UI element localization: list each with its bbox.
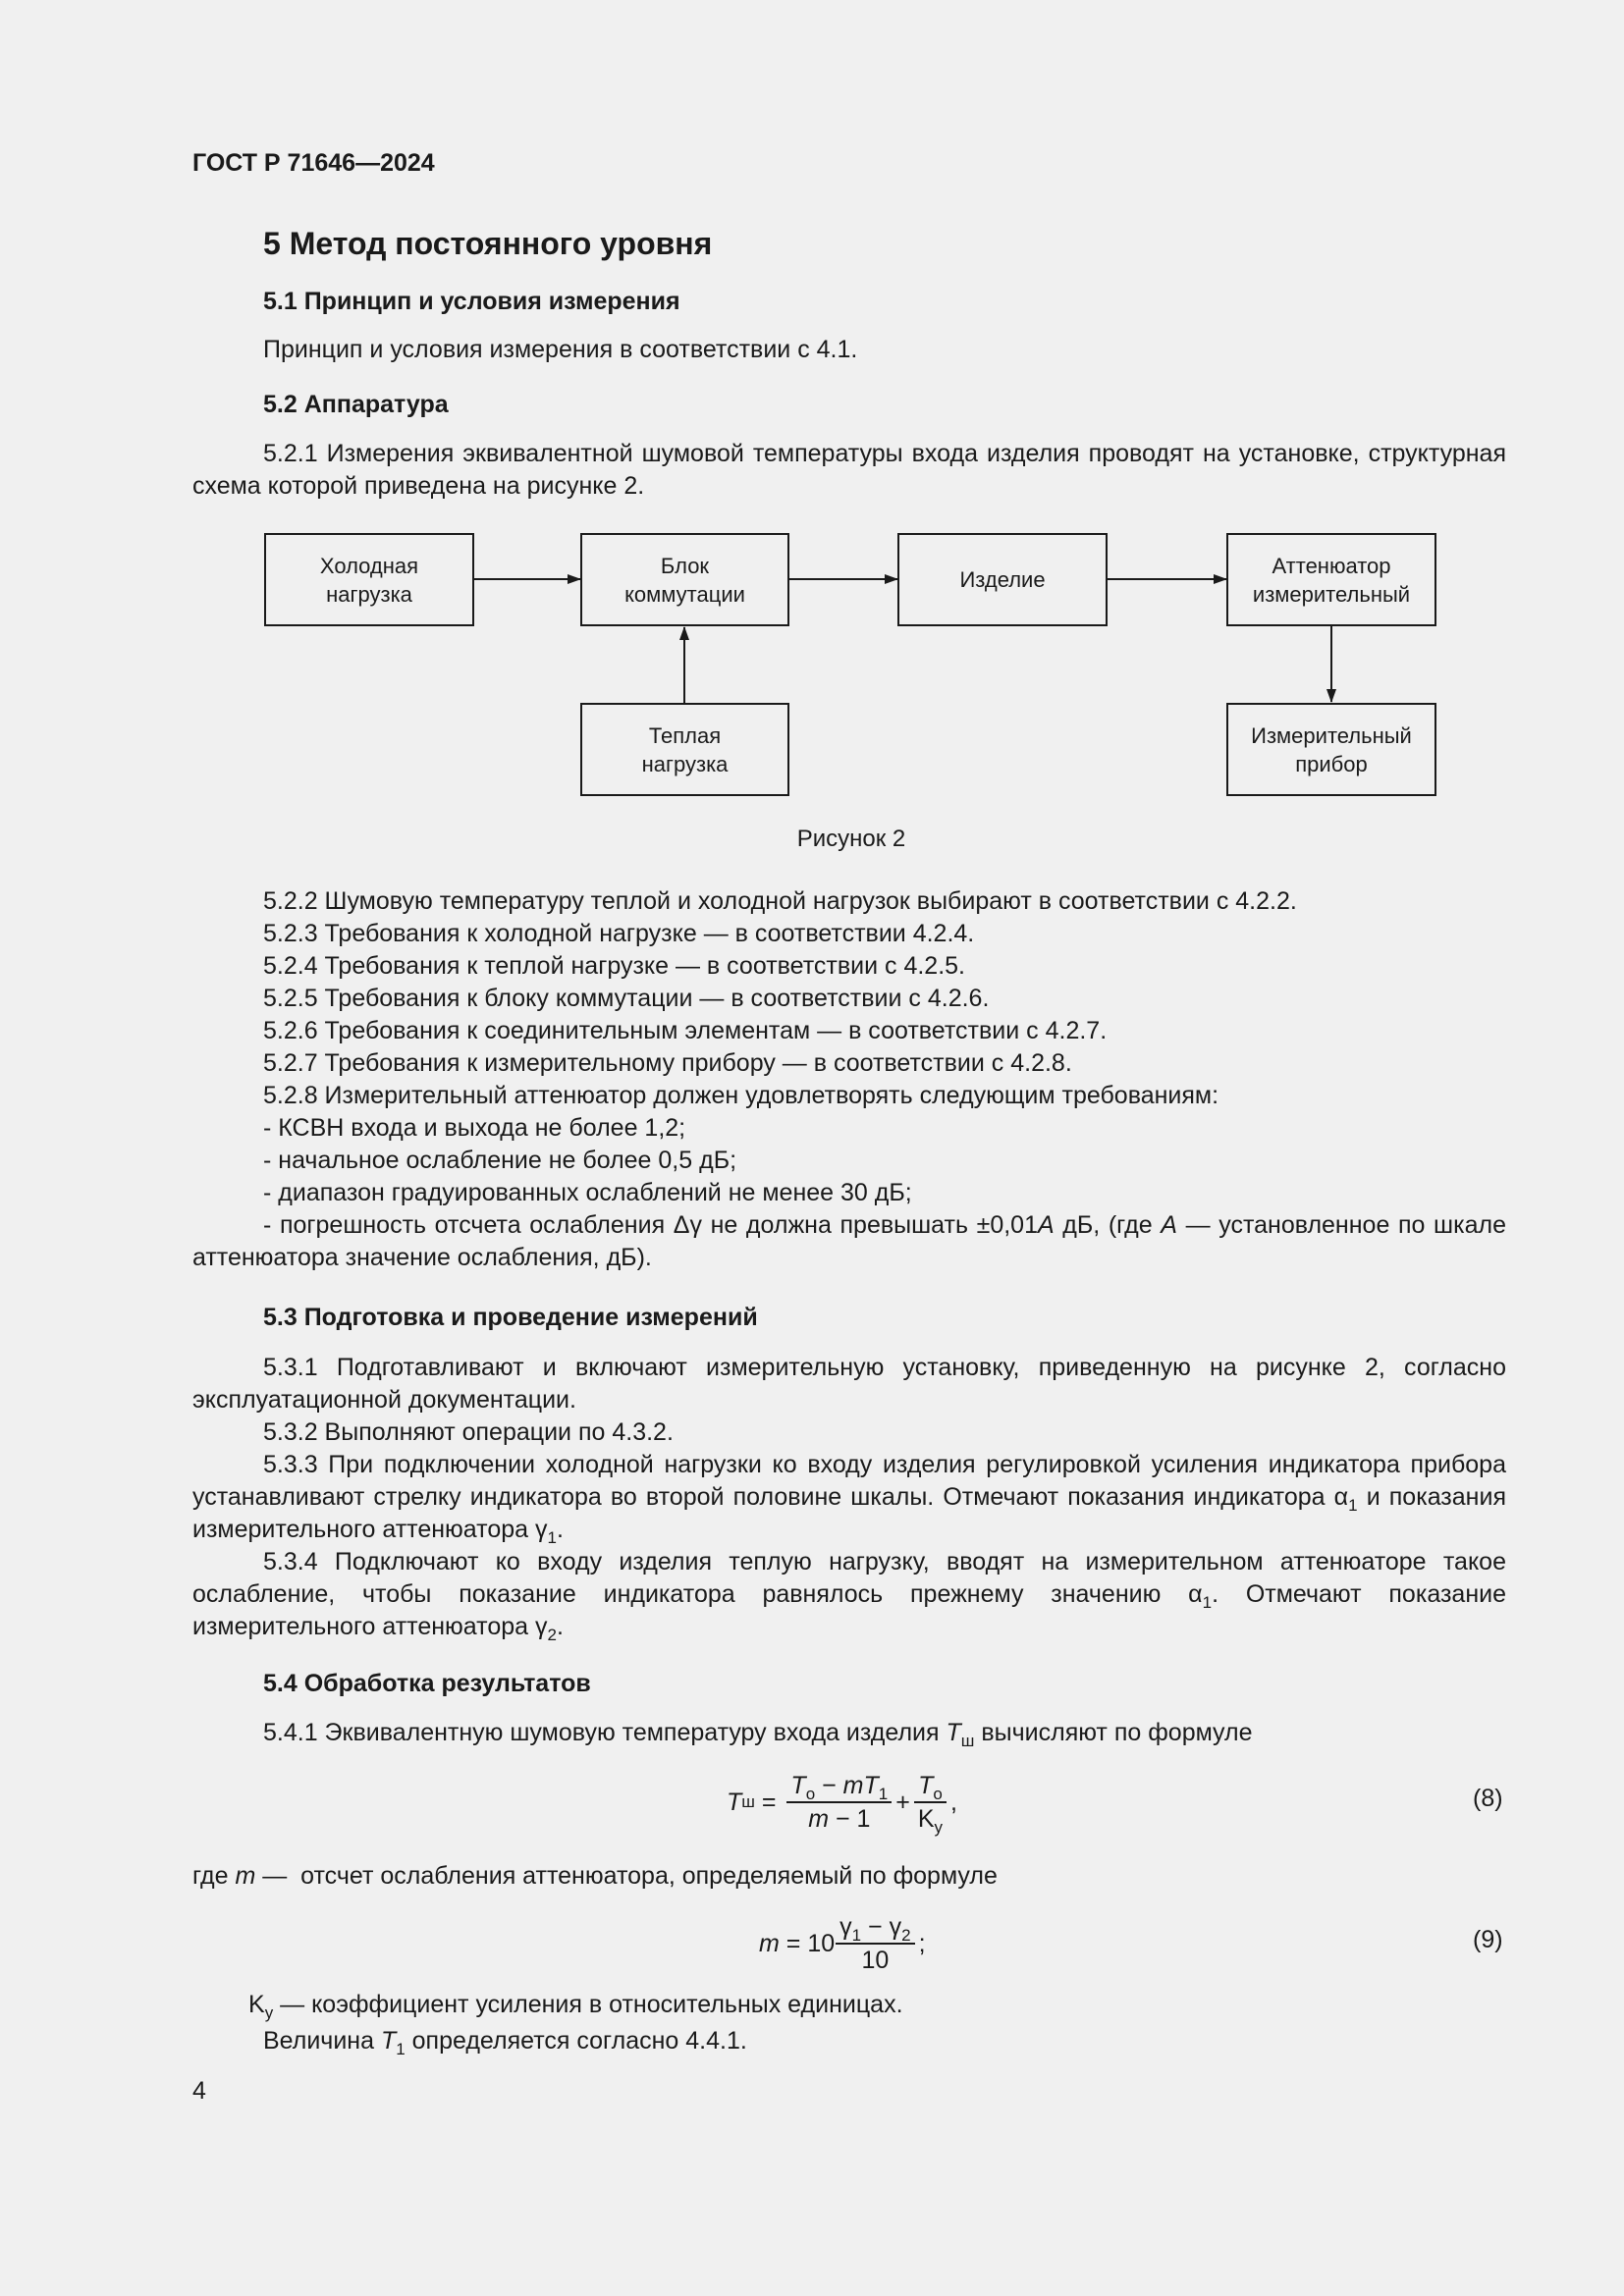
text-run: 5.3.4 Подключают ко входу изделия теплую нагрузку, вводят на измерительном аттенюаторе такое ослабление, чтобы показание индикатора равнялось прежнему значению bbox=[192, 1548, 1506, 1608]
requirements-list bbox=[192, 885, 1506, 1274]
cold-load-label-1: Холодная bbox=[319, 553, 419, 578]
paragraph-5-4-1 bbox=[263, 1717, 1253, 1749]
meter-block bbox=[1226, 703, 1436, 796]
subscript: 1 bbox=[1202, 1593, 1213, 1612]
subsection-5-1-text: Принцип и условия измерения в соответствии с 4.1. bbox=[263, 336, 858, 363]
text-run: и показания измерительного аттенюатора bbox=[192, 1483, 1506, 1543]
meter-label-1: Измерительный bbox=[1251, 722, 1412, 748]
attenuator-block bbox=[1226, 533, 1436, 626]
text-run: 5.4.1 Эквивалентную шумовую температуру входа изделия bbox=[263, 1719, 947, 1746]
alpha-symbol: α bbox=[1333, 1483, 1349, 1511]
list-item: 5.2.3 Требования к холодной нагрузке — в соответствии 4.2.4. bbox=[263, 920, 975, 947]
gamma-symbol: γ bbox=[839, 1913, 852, 1941]
denominator: 10 bbox=[861, 1947, 890, 1974]
gamma-symbol: γ bbox=[535, 1613, 548, 1640]
text-run: определяется согласно 4.4.1. bbox=[405, 2027, 747, 2055]
list-item: 5.2.2 Шумовую температуру теплой и холодной нагрузок выбирают в соответствии с 4.2.2. bbox=[263, 887, 1297, 915]
subscript: 2 bbox=[901, 1926, 911, 1945]
formula-8: T ш = $\frac{T_о - mT_1}{m - 1}$ + $\frac{T_о}{K_у}$ , bbox=[727, 1772, 957, 1837]
text-run: — установленное по шкале аттенюатора значение ослабления, дБ). bbox=[192, 1211, 1506, 1271]
variable-m: m bbox=[842, 1772, 864, 1799]
variable-m: m bbox=[235, 1862, 256, 1890]
variable-K: K bbox=[917, 1805, 935, 1833]
subsection-5-2-title: 5.2 Аппаратура bbox=[263, 391, 449, 418]
list-item: 5.2.8 Измерительный аттенюатор должен удовлетворять следующим требованиям: bbox=[263, 1082, 1219, 1109]
alpha-symbol: α bbox=[1188, 1580, 1203, 1608]
list-item: - начальное ослабление не более 0,5 дБ; bbox=[263, 1147, 737, 1174]
variable-T: T bbox=[863, 1772, 879, 1799]
gamma-symbol: γ bbox=[889, 1913, 902, 1941]
device-label: Изделие bbox=[959, 567, 1046, 592]
equation-number-8: (8) bbox=[1473, 1785, 1503, 1812]
switch-block-label-1: Блок bbox=[660, 553, 710, 578]
comma: , bbox=[950, 1788, 957, 1816]
block-diagram bbox=[0, 0, 1624, 883]
subscript: 2 bbox=[547, 1626, 557, 1644]
warm-load-label-1: Теплая bbox=[648, 722, 722, 748]
list-item: - КСВН входа и выхода не более 1,2; bbox=[263, 1114, 686, 1142]
cold-load-block bbox=[264, 533, 474, 626]
gamma-symbol: γ bbox=[535, 1516, 548, 1543]
device-block bbox=[897, 533, 1108, 626]
list-item: 5.2.6 Требования к соединительным элементам — в соответствии с 4.2.7. bbox=[263, 1017, 1108, 1044]
warm-load-label-2: нагрузка bbox=[641, 751, 729, 776]
subscript: у bbox=[934, 1818, 944, 1837]
list-item-accuracy bbox=[192, 1209, 1506, 1274]
subscript: 1 bbox=[396, 2040, 406, 2058]
where-m-line bbox=[192, 1860, 998, 1893]
figure-caption: Рисунок 2 bbox=[796, 826, 906, 852]
attenuator-label-2: измерительный bbox=[1252, 581, 1411, 607]
delta-gamma-symbol: Δγ bbox=[673, 1211, 702, 1239]
page-number: 4 bbox=[192, 2077, 206, 2105]
text-run: - погрешность отсчета ослабления bbox=[263, 1211, 674, 1239]
equals-sign: = bbox=[779, 1929, 808, 1957]
paragraph-5-3-2: 5.3.2 Выполняют операции по 4.3.2. bbox=[263, 1418, 674, 1446]
subscript: 1 bbox=[878, 1785, 889, 1803]
text-run: 5.3.3 При подключении холодной нагрузки ко входу изделия регулировкой усиления индикатора прибора устанавливают стрелку индикатора во второй половине шкалы. Отмечают показания индикатора bbox=[192, 1451, 1506, 1511]
list-item: 5.2.5 Требования к блоку коммутации — в соответствии с 4.2.6. bbox=[263, 985, 990, 1012]
text-run: вычисляют по формуле bbox=[974, 1719, 1253, 1746]
section-title: 5 Метод постоянного уровня bbox=[263, 226, 713, 261]
variable-A: A bbox=[1037, 1211, 1055, 1239]
base-ten: 10 bbox=[807, 1929, 836, 1957]
numerator bbox=[786, 1771, 892, 1803]
list-item: 5.2.4 Требования к теплой нагрузке — в соответствии с 4.2.5. bbox=[263, 952, 965, 980]
t1-definition bbox=[263, 2025, 747, 2057]
text-run: дБ, (где bbox=[1054, 1211, 1162, 1239]
denominator bbox=[914, 1803, 947, 1837]
variable-T: T bbox=[727, 1788, 742, 1816]
variable-m: m bbox=[759, 1929, 780, 1957]
text-run: где bbox=[192, 1862, 236, 1890]
variable-A: A bbox=[1161, 1211, 1177, 1239]
paragraph-5-3-1: 5.3.1 Подготавливают и включают измерительную установку, приведенную на рисунке 2, согласно эксплуатационной документации. bbox=[192, 1354, 1506, 1414]
variable-T: T bbox=[918, 1772, 934, 1799]
switch-block-label-2: коммутации bbox=[624, 581, 745, 607]
subsection-5-1-title: 5.1 Принцип и условия измерения bbox=[263, 288, 680, 315]
subscript: у bbox=[264, 2003, 274, 2022]
equation-number-9: (9) bbox=[1473, 1926, 1503, 1953]
subsection-5-3-title: 5.3 Подготовка и проведение измерений bbox=[263, 1304, 758, 1331]
semicolon: ; bbox=[918, 1929, 926, 1957]
variable-T: T bbox=[380, 2027, 397, 2055]
subscript: о bbox=[933, 1785, 943, 1803]
subscript: ш bbox=[960, 1732, 975, 1750]
warm-load-block bbox=[580, 703, 789, 796]
paragraph-5-3-3: 5.3.3 При подключении холодной нагрузки ко входу изделия регулировкой усиления индикатора прибора устанавливают стрелку индикатора во второй половине шкалы. Отмечают показания индикатора $\alpha_1$ и показания измерительного аттенюатора $\gamma_1$. bbox=[192, 1451, 1506, 1547]
cold-load-label-2: нагрузка bbox=[326, 581, 412, 607]
denominator bbox=[786, 1803, 892, 1834]
paragraph-5-3-4: 5.3.4 Подключают ко входу изделия теплую нагрузку, вводят на измерительном аттенюаторе такое ослабление, чтобы показание индикатора равнялось прежнему значению $\alpha_1$. Отмечают показание измерительного аттенюатора $\gamma_2$. bbox=[192, 1548, 1506, 1644]
paragraph-5-2-1: 5.2.1 Измерения эквивалентной шумовой температуры входа изделия проводят на установке, структурная схема которой приведена на рисунке 2. bbox=[192, 440, 1506, 500]
attenuator-label-1: Аттенюатор bbox=[1272, 553, 1391, 578]
ky-definition bbox=[248, 1989, 903, 2021]
text-run: . Отмечают показание измерительного аттенюатора bbox=[192, 1580, 1506, 1640]
subsection-5-4-title: 5.4 Обработка результатов bbox=[263, 1670, 591, 1697]
numerator bbox=[836, 1912, 914, 1945]
subscript: 1 bbox=[547, 1528, 557, 1547]
variable-T: T bbox=[946, 1719, 961, 1746]
subsection-5-3-body bbox=[192, 1352, 1506, 1643]
minus-one: − 1 bbox=[829, 1805, 871, 1833]
equals-sign: = bbox=[754, 1788, 784, 1816]
fraction bbox=[914, 1771, 947, 1837]
list-item: - диапазон градуированных ослаблений не менее 30 дБ; bbox=[263, 1179, 912, 1206]
text-run: — отсчет ослабления аттенюатора, определяемый по формуле bbox=[255, 1862, 998, 1890]
formula-9 bbox=[759, 1904, 926, 1983]
variable-K: K bbox=[248, 1991, 265, 2018]
document-header: ГОСТ Р 71646—2024 bbox=[192, 149, 435, 177]
fraction bbox=[786, 1771, 892, 1834]
subscript: 1 bbox=[851, 1926, 862, 1945]
text-run: — коэффициент усиления в относительных единицах. bbox=[273, 1991, 903, 2018]
switch-block bbox=[580, 533, 789, 626]
variable-m: m bbox=[808, 1805, 830, 1833]
text-run: Величина bbox=[263, 2027, 381, 2055]
numerator bbox=[914, 1771, 947, 1803]
text-run: не должна превышать ±0,01 bbox=[701, 1211, 1038, 1239]
subscript: 1 bbox=[1348, 1496, 1358, 1515]
list-item: 5.2.7 Требования к измерительному прибору — в соответствии с 4.2.8. bbox=[263, 1049, 1072, 1077]
variable-T: T bbox=[790, 1772, 806, 1799]
exponent-fraction bbox=[836, 1912, 914, 1975]
minus-sign: − bbox=[815, 1772, 843, 1799]
subscript: о bbox=[805, 1785, 816, 1803]
meter-label-2: прибор bbox=[1295, 751, 1368, 776]
minus-sign: − bbox=[861, 1913, 890, 1941]
plus-sign: + bbox=[895, 1788, 910, 1816]
